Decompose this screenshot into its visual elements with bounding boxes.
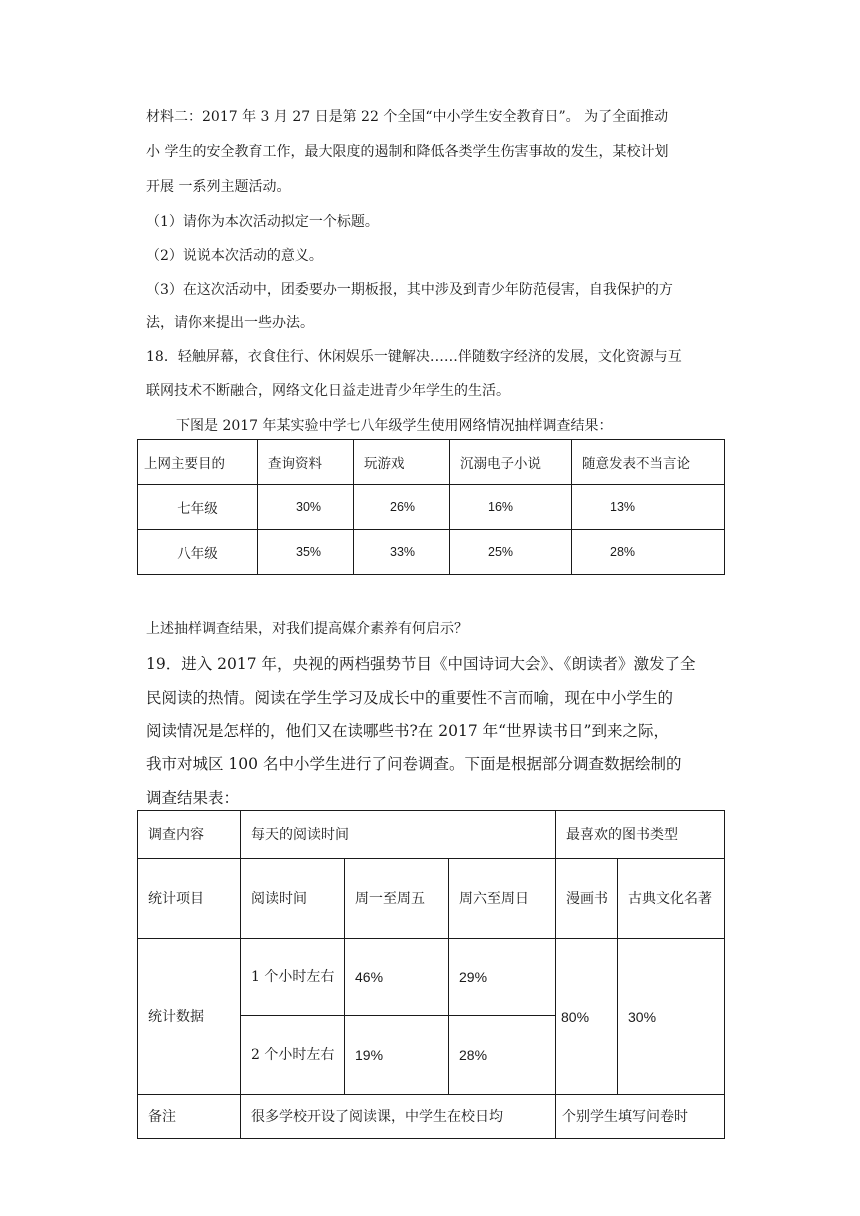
- note-2: 个别学生填写问卷时: [556, 1095, 725, 1139]
- material-2-line-2: 小 学生的安全教育工作，最大限度的遏制和降低各类学生伤害事故的发生，某校计划: [146, 144, 669, 160]
- classic-pct: 30%: [618, 939, 725, 1095]
- header-purpose: 上网主要目的: [138, 440, 258, 485]
- weekday-label: 周一至周五: [345, 859, 449, 939]
- favorite-type-label: 最喜欢的图书类型: [556, 811, 725, 859]
- row-2-weekend: 28%: [449, 1016, 556, 1095]
- question-2: （2）说说本次活动的意义。: [146, 248, 323, 264]
- q19-line-1: 19．进入 2017 年，央视的两档强势节目《中国诗词大会》、《朗读者》激发了全: [146, 655, 696, 673]
- table-row: [138, 859, 725, 939]
- row-1-weekend: 29%: [449, 939, 556, 1016]
- header-games: 玩游戏: [354, 440, 450, 485]
- read-time-label: 阅读时间: [241, 859, 345, 939]
- table-header-row: [138, 440, 725, 485]
- q19-line-5: 调查结果表：: [146, 789, 240, 807]
- comic-pct: 80%: [556, 939, 618, 1095]
- cell-value: 16%: [450, 485, 572, 530]
- cell-value: 30%: [258, 485, 354, 530]
- stat-data-label: 统计数据: [138, 939, 241, 1095]
- cell-value: 28%: [572, 530, 725, 575]
- row-label: 七年级: [138, 485, 258, 530]
- row-1-label: 1 个小时左右: [241, 939, 345, 1016]
- cell-value: 35%: [258, 530, 354, 575]
- header-search: 查询资料: [258, 440, 354, 485]
- table-row: [138, 939, 725, 1016]
- table-row: [138, 485, 725, 530]
- q19-line-3: 阅读情况是怎样的，他们又在读哪些书?在 2017 年“世界读书日”到来之际，: [146, 722, 669, 740]
- cell-value: 13%: [572, 485, 725, 530]
- material-2-line-1: 材料二：2017 年 3 月 27 日是第 22 个全国“中小学生安全教育日”。 为了全面推动: [146, 109, 669, 125]
- cell-value: 33%: [354, 530, 450, 575]
- q19-line-4: 我市对城区 100 名中小学生进行了问卷调查。下面是根据部分调查数据绘制的: [146, 755, 682, 773]
- material-2-line-3: 开展 一系列主题活动。: [146, 179, 291, 195]
- table-row: [138, 530, 725, 575]
- cell-value: 25%: [450, 530, 572, 575]
- q18-question: 上述抽样调查结果，对我们提高媒介素养有何启示？: [146, 621, 468, 637]
- q18-line-1: 18．轻触屏幕，衣食住行、休闲娱乐一键解决……伴随数字经济的发展，文化资源与互: [146, 349, 682, 365]
- reading-survey-table: [137, 810, 725, 1139]
- row-2-weekday: 19%: [345, 1016, 449, 1095]
- question-3-line-2: 法，请你来提出一些办法。: [146, 315, 314, 331]
- cell-value: 26%: [354, 485, 450, 530]
- comic-label: 漫画书: [556, 859, 618, 939]
- classic-label: 古典文化名著: [618, 859, 725, 939]
- q18-line-2: 联网技术不断融合，网络文化日益走进青少年学生的生活。: [146, 383, 510, 399]
- row-2-label: 2 个小时左右: [241, 1016, 345, 1095]
- survey-content-label: 调查内容: [138, 811, 241, 859]
- q18-intro: 下图是 2017 年某实验中学七八年级学生使用网络情况抽样调查结果：: [176, 418, 613, 434]
- table-row: [138, 811, 725, 859]
- row-1-weekday: 46%: [345, 939, 449, 1016]
- header-remarks: 随意发表不当言论: [572, 440, 725, 485]
- internet-usage-table: [137, 439, 725, 575]
- note-1: 很多学校开设了阅读课，中学生在校日均: [241, 1095, 556, 1139]
- header-novels: 沉溺电子小说: [450, 440, 572, 485]
- q19-line-2: 民阅读的热情。阅读在学生学习及成长中的重要性不言而喻，现在中小学生的: [146, 689, 674, 707]
- note-label: 备注: [138, 1095, 241, 1139]
- weekend-label: 周六至周日: [449, 859, 556, 939]
- question-3-line-1: （3）在这次活动中，团委要办一期板报，其中涉及到青少年防范侵害，自我保护的方: [146, 282, 673, 298]
- stat-item-label: 统计项目: [138, 859, 241, 939]
- table-row: [138, 1095, 725, 1139]
- row-label: 八年级: [138, 530, 258, 575]
- daily-time-label: 每天的阅读时间: [241, 811, 556, 859]
- question-1: （1）请你为本次活动拟定一个标题。: [146, 214, 379, 230]
